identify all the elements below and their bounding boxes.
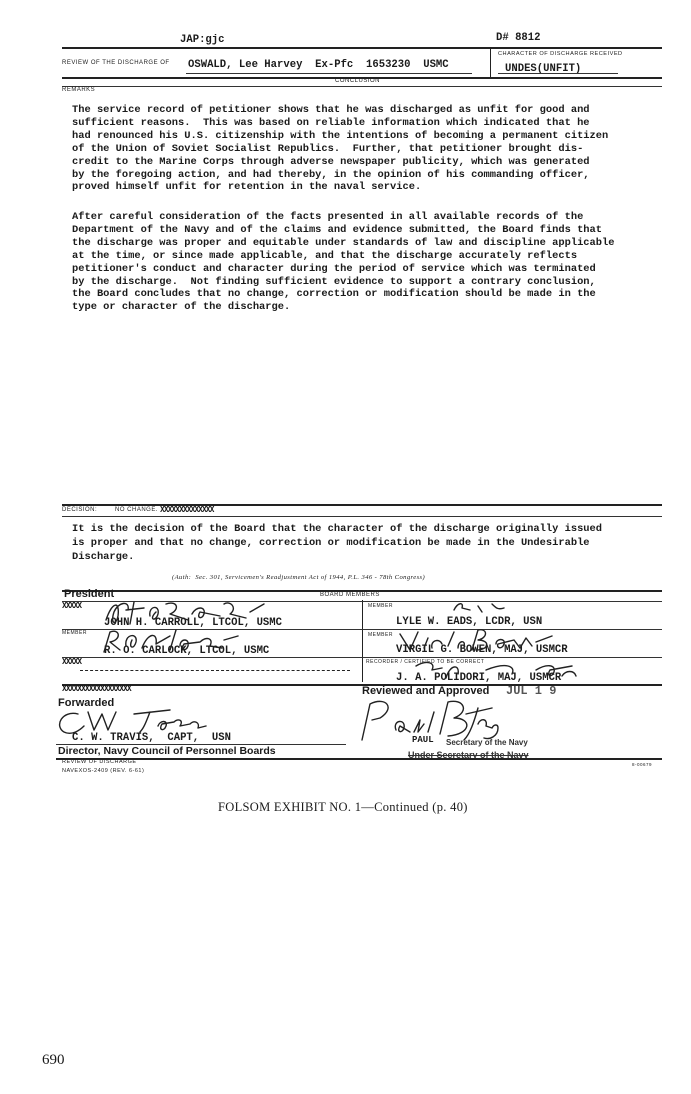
review-of-discharge-label: REVIEW OF THE DISCHARGE OF [62,60,170,66]
carroll-signature [100,596,270,628]
board-members-label: BOARD MEMBERS [320,592,380,598]
remarks-line: the discharge was proper and equitable under standards of law and discipline applicable [72,236,615,249]
member-label: MEMBER [62,630,87,636]
remarks-line: by the foregoing action, and had thereby, in the opinion of his commanding officer, [72,168,590,181]
remarks-paragraph-1 [72,104,608,194]
board-member-name: LYLE W. EADS, LCDR, USN [396,616,543,628]
polidori-signature [396,656,586,686]
board-member-name: R. O. CARLOCK, LTCOL, USMC [104,645,270,657]
carlock-signature [96,626,246,656]
recorder-label: RECORDER / CERTIFIED TO BE CORRECT [366,659,485,665]
remarks-rule [62,86,662,87]
remarks-line: at the time, or since made applicable, and that the discharge accurately reflects [72,249,578,262]
member-label: MEMBER [368,632,393,638]
remarks-line: Department of the Navy and of the claims and evidence submitted, the Board finds that [72,223,603,236]
eads-initials [448,598,508,616]
remarks-paragraph-2 [72,211,614,314]
remarks-line: of the Union of Soviet Socialist Republics. Further, that petitioner brought dis- [72,142,584,155]
remarks-line: sufficient reasons. This was based on reliable information which indicated that he [72,116,590,129]
typist-initials: JAP:gjc [180,34,225,46]
remarks-line: proved himself unfit for retention in the naval service. [72,181,422,194]
conclusion-label: CONCLUSION [335,78,381,84]
decision-rule [62,504,662,506]
authority-citation: (Auth: Sec. 301, Servicemen's Readjustment Act of 1944, P.L. 346 - 78th Congress) [172,574,426,581]
forwarder-name: C. W. TRAVIS, CAPT, USN [72,732,231,744]
remarks-line: petitioner's conduct and character during the period of service which was terminated [72,262,596,275]
form-number: NAVEXOS-2409 (REV. 6-61) [62,768,145,774]
decision-text [72,522,602,564]
docket-number: D# 8812 [496,32,541,44]
board-center-divider [362,600,363,682]
board-member-name: JOHN H. CARROLL, LTCOL, USMC [104,617,283,629]
approver-title-secretary: Secretary of the Navy [446,738,528,747]
subject-underline [186,73,472,74]
form-title: REVIEW OF DISCHARGE [62,759,137,765]
approver-title-under-secretary: Under Secretary of the Navy [408,750,529,760]
approver-name: PAUL [412,735,434,745]
forwarded-label: Forwarded [58,697,115,709]
page-number: 690 [42,1052,65,1068]
reviewed-date-stamp: JUL 1 9 [506,684,557,698]
remarks-line: After careful consideration of the facts presented in all available records of the [72,211,584,223]
decision-line: It is the decision of the Board that the character of the discharge originally issued [72,523,603,535]
struck-member-marks: XXXXX [62,657,82,666]
header-top-rule [62,47,662,49]
decision-struck-option: XXXXXXXXXXXXXX [160,505,214,514]
paul-fay-signature [352,694,502,746]
exhibit-caption: FOLSOM EXHIBIT NO. 1—Continued (p. 40) [218,800,468,814]
remarks-line: credit to the Marine Corps through adverse newspaper publicity, which was generated [72,155,590,168]
character-underline [498,73,618,74]
member-label: MEMBER [368,603,393,609]
dashed-blank-line [80,670,350,671]
header-divider [490,47,491,77]
board-member-name: J. A. POLIDORI, MAJ, USMCR [396,672,562,684]
character-of-discharge-label: CHARACTER OF DISCHARGE RECEIVED [498,51,623,57]
bowen-signature [396,626,556,656]
remarks-line: had renounced his U.S. citizenship with the intentions of becoming a permanent citizen [72,129,609,142]
character-of-discharge-value: UNDES(UNFIT) [505,63,582,75]
form-bottom-rule [56,758,662,760]
print-code: 8-00679 [632,762,653,767]
remarks-line: by the discharge. Not finding sufficient evidence to support a contrary conclusion, [72,275,596,288]
board-member-name: VIRGIL G. BOWEN, MAJ, USMCR [396,644,568,656]
decision-line: Discharge. [72,551,135,563]
decision-no-change-option: NO CHANGE. [115,507,159,513]
remarks-label: REMARKS [62,87,96,93]
remarks-line: The service record of petitioner shows that he was discharged as unfit for good and [72,104,590,116]
travis-signature [48,704,208,738]
president-label: President [64,588,115,600]
decision-sub-rule [62,516,662,517]
forwarder-title: Director, Navy Council of Personnel Boards [58,745,276,757]
decision-label: DECISION: [62,507,98,513]
struck-president-marks: XXXXX [62,601,82,610]
remarks-line: type or character of the discharge. [72,301,291,314]
reviewed-approved-label: Reviewed and Approved [362,685,490,697]
decision-line: is proper and that no change, correction or modification be made in the Undesirable [72,537,590,549]
remarks-line: the Board concludes that no change, correction or modification should be made in the [72,288,596,301]
subject-name: OSWALD, Lee Harvey Ex-Pfc 1653230 USMC [188,59,449,71]
struck-row-marks: XXXXXXXXXXXXXXXXXX [62,684,131,693]
